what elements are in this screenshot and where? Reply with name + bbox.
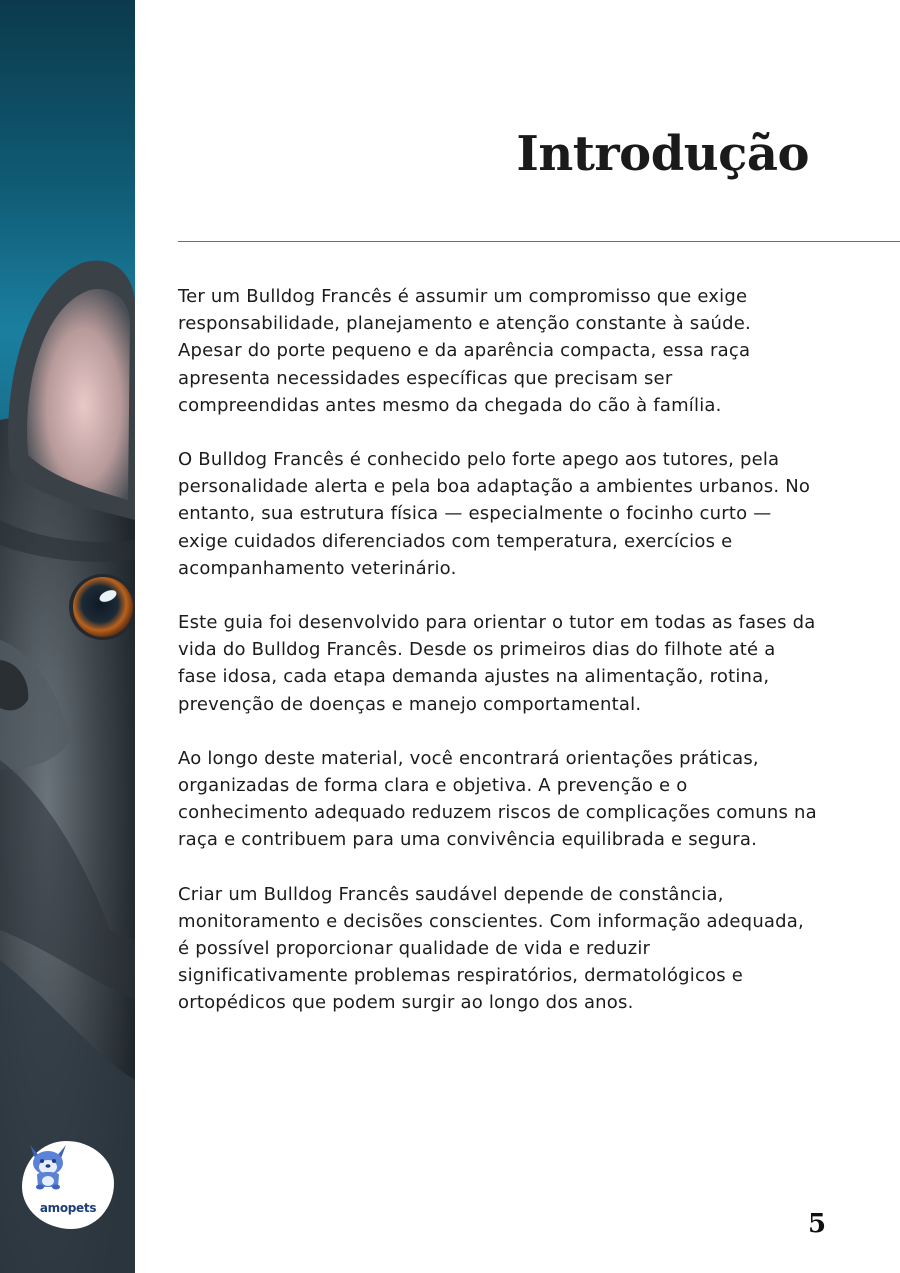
introduction-body	[178, 283, 818, 1044]
amopets-logo	[22, 1141, 114, 1229]
bulldog-illustration	[0, 0, 135, 1273]
dog-eye	[73, 577, 133, 637]
page-number: 5	[808, 1209, 827, 1239]
paragraph: Ao longo deste material, você encontrará orientações práticas, organizadas de forma clara e objetiva. A prevenção e o conhecimento adequado reduzem riscos de complicações comuns na raça e contribuem para uma convivência equilibrada e segura.	[178, 747, 817, 851]
dog-mascot-icon	[22, 1141, 74, 1191]
bulldog-photo	[0, 0, 135, 1273]
paragraph: Ter um Bulldog Francês é assumir um compromisso que exige responsabilidade, planejamento e atenção constante à saúde. Apesar do porte pequeno e da aparência compacta, essa raça apresenta necessidades específicas que precisam ser compreendidas antes mesmo da chegada do cão à família.	[178, 286, 751, 416]
logo-wordmark: amopets	[39, 1201, 97, 1215]
paragraph: Este guia foi desenvolvido para orientar o tutor em todas as fases da vida do Bulldog Francês. Desde os primeiros dias do filhote até a fase idosa, cada etapa demanda ajustes na alimentação, rotina, prevenção de doenças e manejo comportamental.	[178, 612, 816, 715]
page-title: Introdução	[516, 126, 809, 182]
paragraph: O Bulldog Francês é conhecido pelo forte apego aos tutores, pela personalidade alerta e pela boa adaptação a ambientes urbanos. No entanto, sua estrutura física — especialmente o focinho curto — exige cuidados diferenciados com temperatura, exercícios e acompanhamento veterinário.	[178, 449, 811, 579]
paragraph: Criar um Bulldog Francês saudável depende de constância, monitoramento e decisões conscientes. Com informação adequada, é possível proporcionar qualidade de vida e reduzir significativamente problemas respiratórios, dermatológicos e ortopédicos que podem surgir ao longo dos anos.	[178, 883, 804, 1014]
title-divider	[178, 241, 900, 242]
